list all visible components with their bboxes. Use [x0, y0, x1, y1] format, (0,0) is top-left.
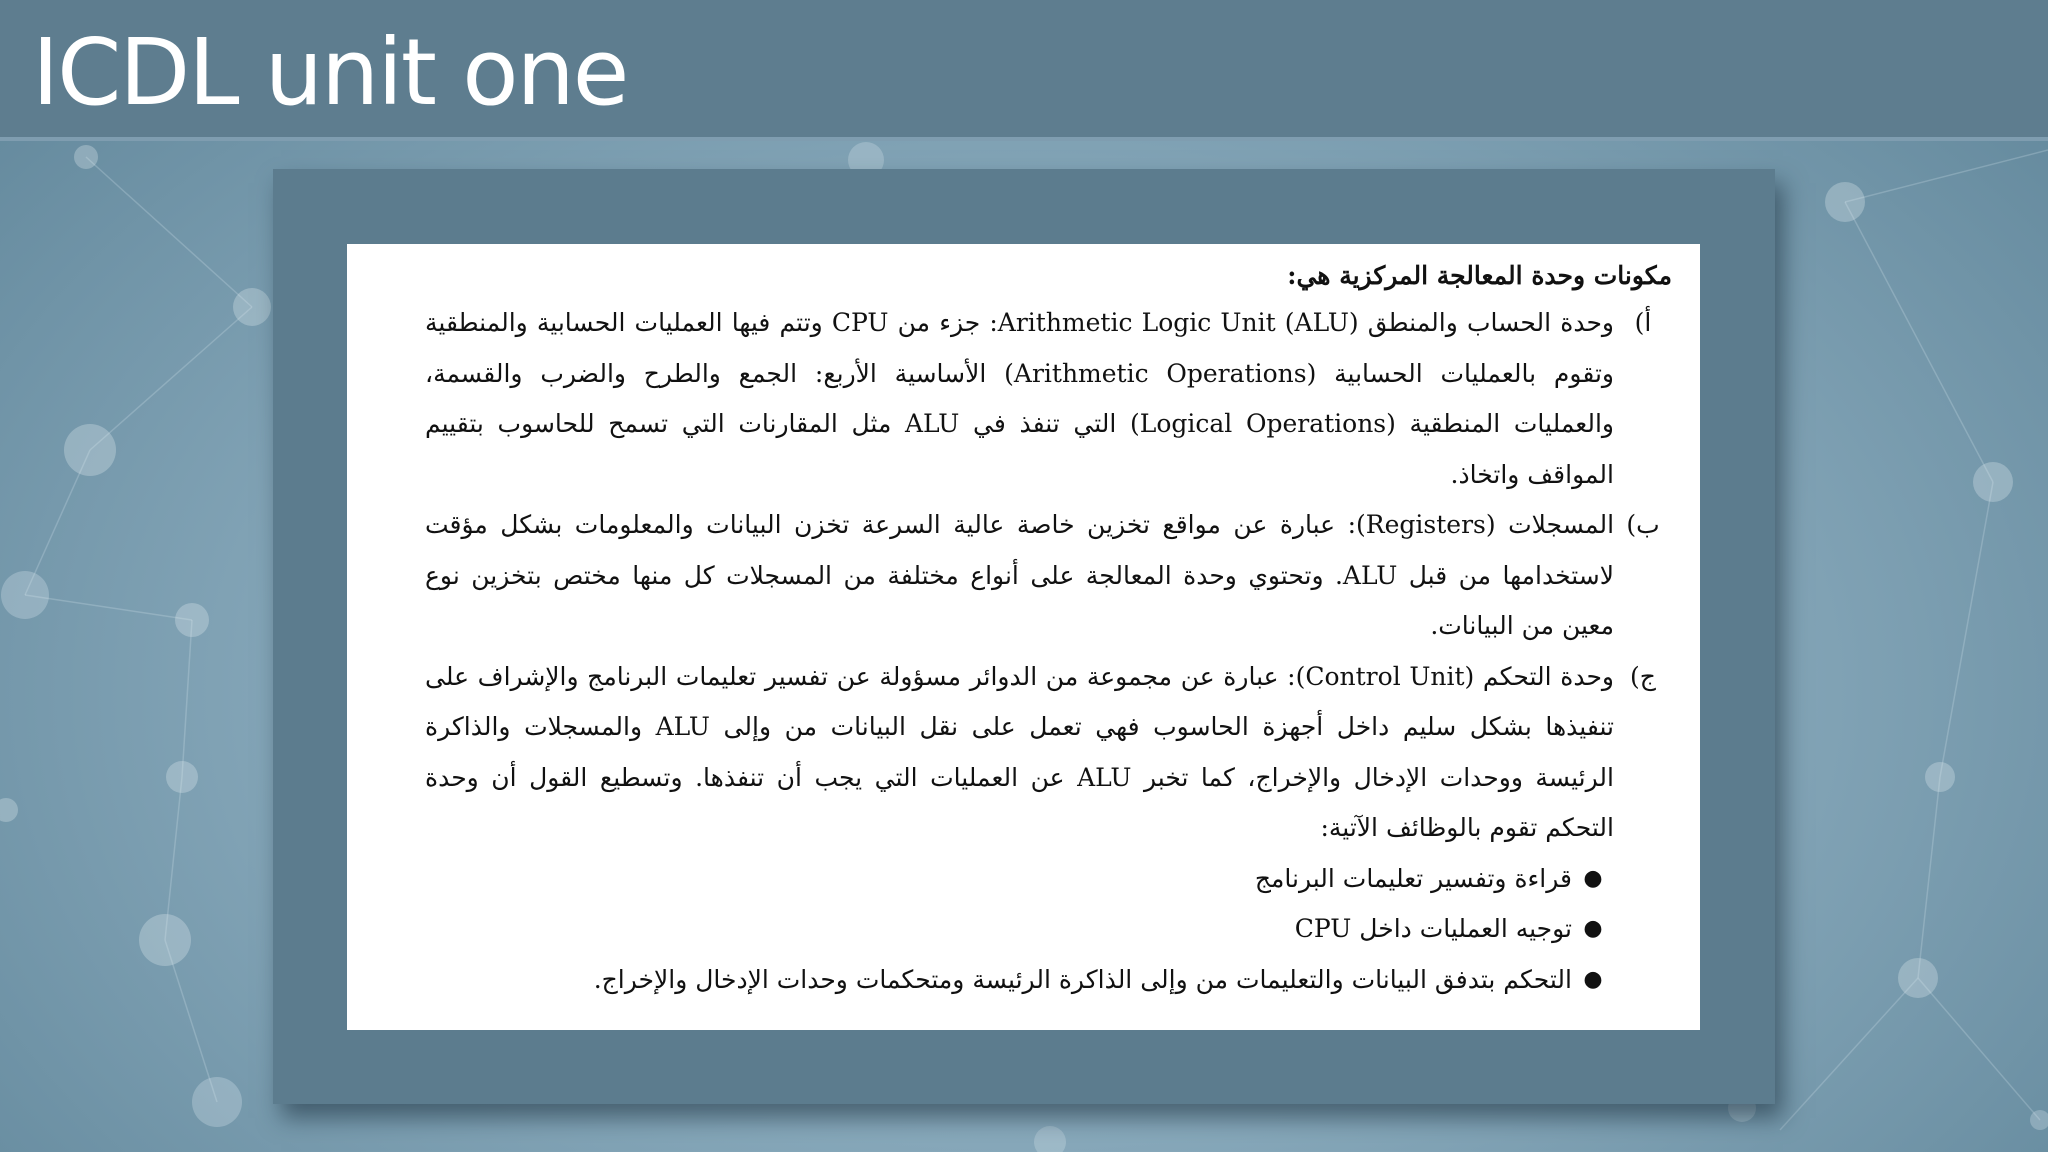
- control-unit-functions-list: [425, 854, 1672, 1006]
- bullet-text: قراءة وتفسير تعليمات البرنامج: [1254, 863, 1572, 893]
- document-page: [347, 244, 1700, 1030]
- item-marker: ب): [1626, 510, 1660, 539]
- list-item: [425, 298, 1672, 500]
- list-item: [425, 500, 1672, 652]
- bullet-text: التحكم بتدفق البيانات والتعليمات من وإلى الذاكرة الرئيسة ومتحكمات وحدات الإدخال والإخراج.: [593, 964, 1572, 994]
- item-text-registers: المسجلات (Registers): عبارة عن مواقع تخزين خاصة عالية السرعة تخزن البيانات والمعلومات بشكل مؤقت لاستخدامها من قبل ALU. وتحتوي وحدة المعالجة على أنواع مختلفة من المسجلات كل منها مختص بتخزين نوع معين من البيانات.: [425, 510, 1615, 640]
- item-text-alu: وحدة الحساب والمنطق Arithmetic Logic Unit (ALU): جزء من CPU وتتم فيها العمليات الحسابية والمنطقية وتقوم بالعمليات الحسابية (Arithmetic Operations) الأساسية الأربع: الجمع والطرح والضرب والقسمة، والعمليات المنطقية (Logical Operations) التي تنفذ في ALU مثل المقارنات التي تسمح للحاسوب بتقييم المواقف واتخاذ.: [425, 308, 1614, 489]
- bullet-item: [425, 904, 1614, 955]
- bullet-icon: ●: [1583, 916, 1603, 941]
- list-item: [425, 652, 1672, 854]
- bullet-item: [425, 955, 1614, 1006]
- document-heading: مكونات وحدة المعالجة المركزية هي:: [1287, 261, 1672, 290]
- item-marker: أ): [1634, 308, 1652, 337]
- slide-title: ICDL unit one: [32, 19, 628, 126]
- document-frame: [273, 169, 1775, 1104]
- bullet-icon: ●: [1583, 865, 1603, 891]
- item-text-control-unit: وحدة التحكم (Control Unit): عبارة عن مجموعة من الدوائر مسؤولة عن تفسير تعليمات البرنامج والإشراف على تنفيذها بشكل سليم داخل أجهزة الحاسوب فهي تعمل على نقل البيانات من وإلى ALU والمسجلات والذاكرة الرئيسة ووحدات الإدخال والإخراج، كما تخبر ALU عن العمليات التي يجب أن تنفذها. وتسطيع القول أن وحدة التحكم تقوم بالوظائف الآتية:: [425, 661, 1615, 842]
- title-band: [0, 0, 2048, 141]
- bullet-icon: ●: [1583, 966, 1603, 992]
- bullet-item: [425, 854, 1614, 905]
- item-marker: ج): [1630, 661, 1656, 691]
- bullet-text: توجيه العمليات داخل CPU: [1294, 914, 1572, 943]
